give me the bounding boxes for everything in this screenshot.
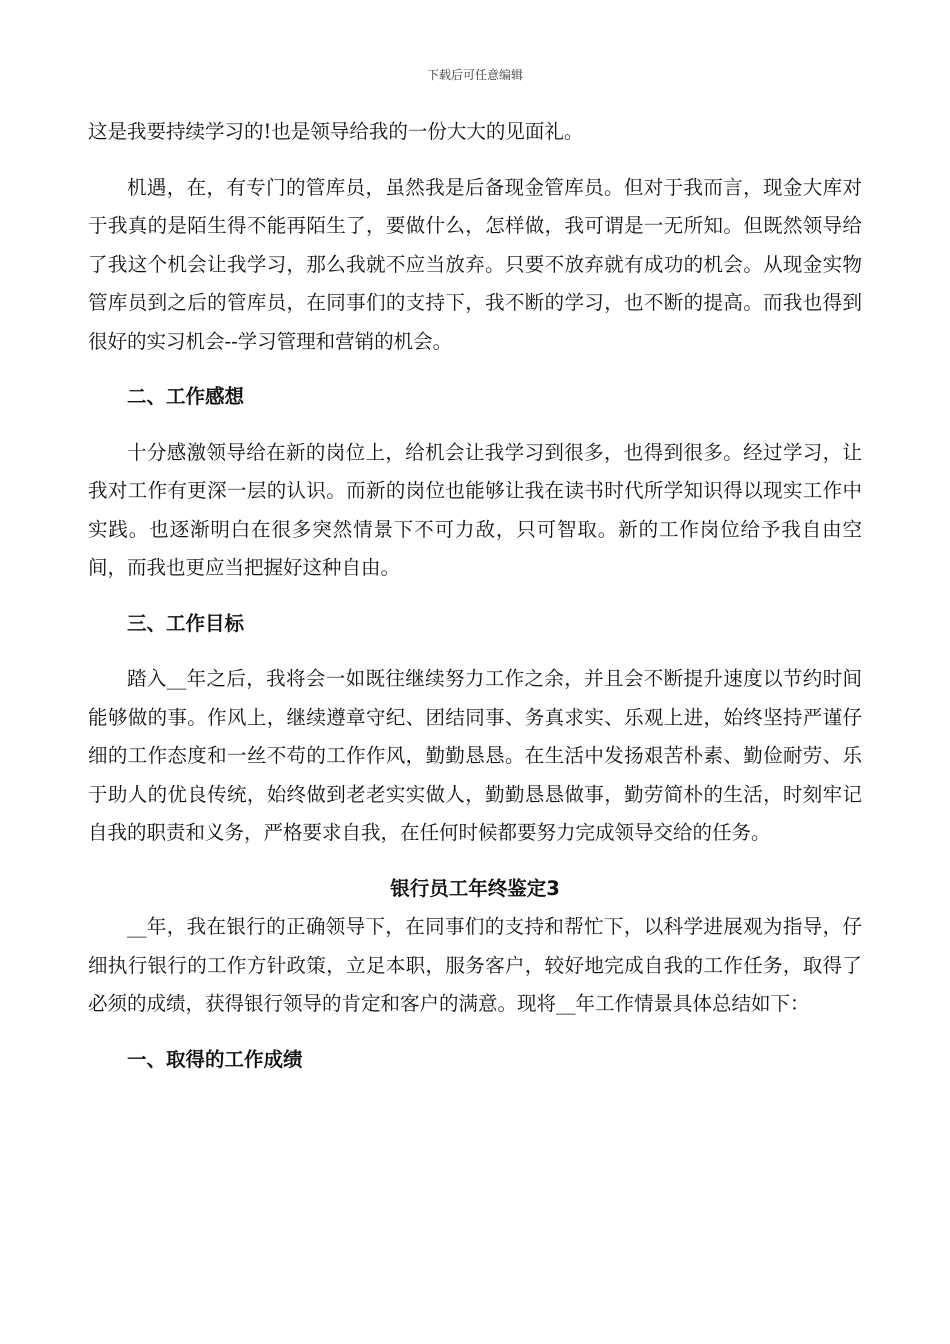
- paragraph-opportunity: 机遇，在，有专门的管库员，虽然我是后备现金管库员。但对于我而言，现金大库对于我真的是陌生得不能再陌生了，要做什么，怎样做，我可谓是一无所知。但既然领导给了我这个机会让我学习，那么我就不应当放弃。只要不放弃就有成功的机会。从现金实物管库员到之后的管库员，在同事们的支持下，我不断的学习，也不断的提高。而我也得到很好的实习机会--学习管理和营销的机会。: [88, 175, 862, 353]
- heading-work-feelings: 二、工作感想: [127, 385, 245, 408]
- heading-work-goals: 三、工作目标: [127, 611, 245, 635]
- document-body: [88, 113, 862, 1079]
- heading-achievements: 一、取得的工作成绩: [127, 1047, 303, 1071]
- section-title: 银行员工年终鉴定3: [390, 876, 560, 900]
- paragraph-work-feelings: 十分感激领导给在新的岗位上，给机会让我学习到很多，也得到很多。经过学习，让我对工作有更深一层的认识。而新的岗位也能够让我在读书时代所学知识得以现实工作中实践。也逐渐明白在很多突然情景下不可力敌，只可智取。新的工作岗位给予我自由空间，而我也更应当把握好这种自由。: [88, 440, 862, 579]
- paragraph-work-goals: 踏入__年之后，我将会一如既往继续努力工作之余，并且会不断提升速度以节约时间能够做的事。作风上，继续遵章守纪、团结同事、务真求实、乐观上进，始终坚持严谨仔细的工作态度和一丝不苟的工作作风，勤勤恳恳。在生活中发扬艰苦朴素、勤俭耐劳、乐于助人的优良传统，始终做到老老实实做人，勤勤恳恳做事，勤劳简朴的生活，时刻牢记自我的职责和义务，严格要求自我，在任何时候都要努力完成领导交给的任务。: [88, 667, 862, 844]
- paragraph-continue: 这是我要持续学习的!也是领导给我的一份大大的见面礼。: [88, 120, 584, 143]
- page-header: 下载后可任意编辑: [426, 68, 523, 82]
- paragraph-intro: __年，我在银行的正确领导下，在同事们的支持和帮忙下，以科学进展观为指导，仔细执行银行的工作方针政策，立足本职，服务客户，较好地完成自我的工作任务，取得了必须的成绩，获得银行领导的肯定和客户的满意。现将__年工作情景具体总结如下：: [88, 915, 862, 1015]
